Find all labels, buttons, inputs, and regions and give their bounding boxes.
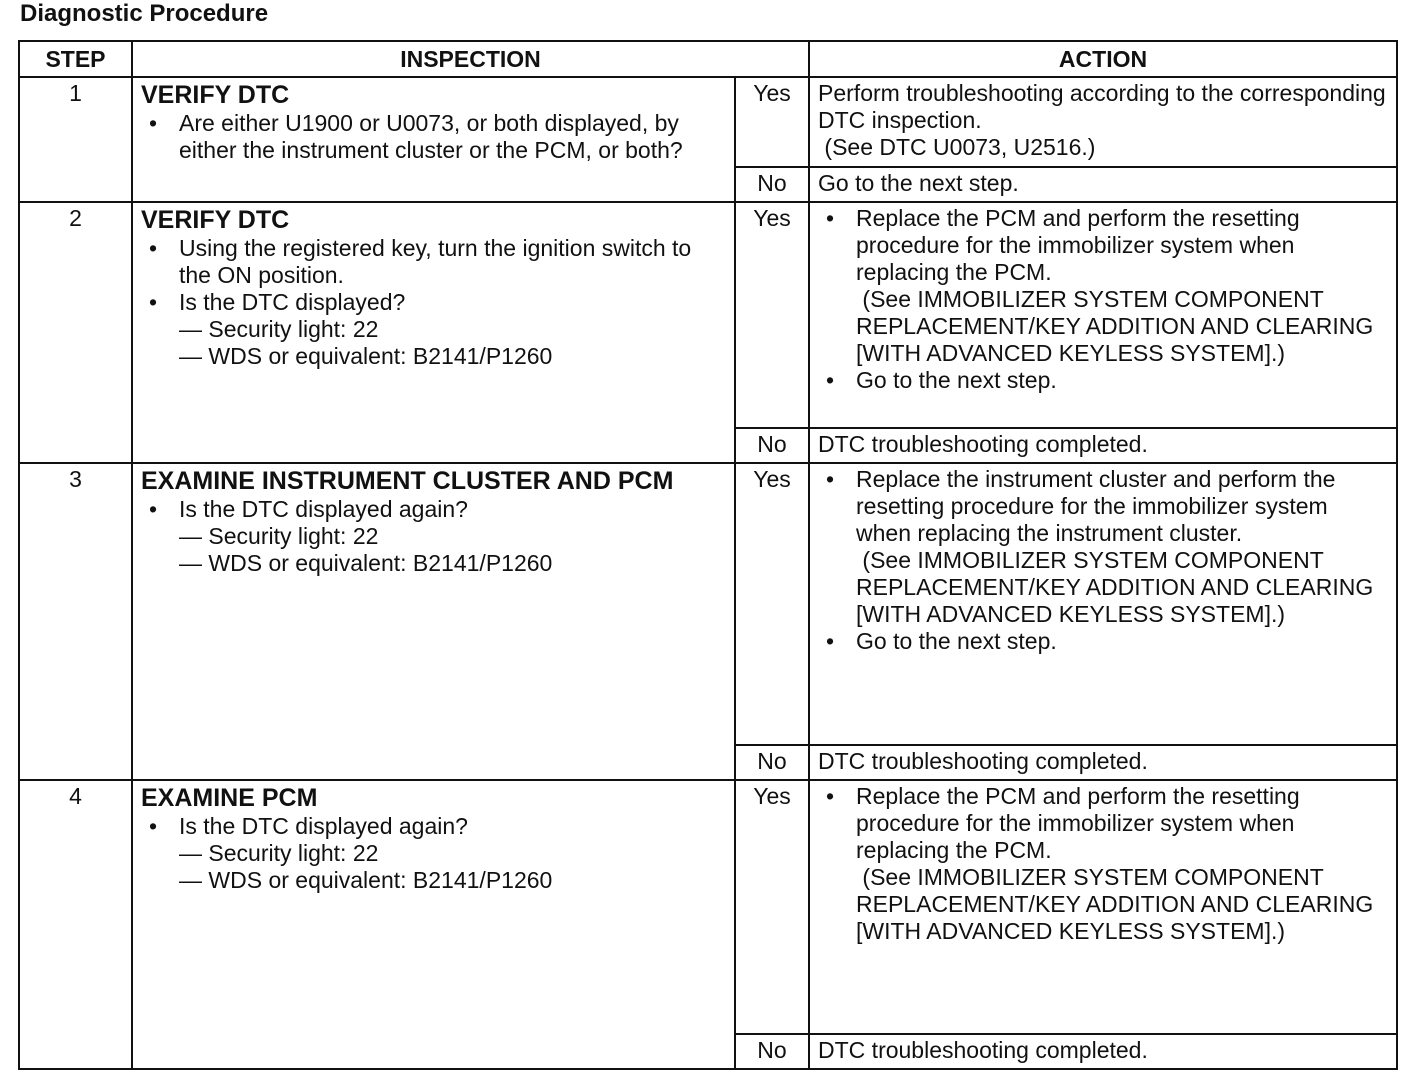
step-1-yes-action [809,77,1397,167]
step-header: STEP [19,41,132,77]
action-text: • Replace the instrument cluster and perform the resetting procedure for the immobilizer system when replacing the instrument cluster. [856,466,1336,546]
step-4-yes-row [19,780,1397,1034]
step-4-yes-action [809,780,1397,1034]
no-action: DTC troubleshooting completed. [809,745,1397,780]
step-2-yes-action [809,202,1397,428]
page-title: Diagnostic Procedure [20,0,269,27]
see-reference: (See IMMOBILIZER SYSTEM COMPONENT REPLACEMENT/KEY ADDITION AND CLEARING [WITH ADVANCED KEYLESS SYSTEM].) [856,547,1380,627]
diagnostic-procedure-table [18,40,1398,1070]
see-reference: (See IMMOBILIZER SYSTEM COMPONENT REPLACEMENT/KEY ADDITION AND CLEARING [WITH ADVANCED KEYLESS SYSTEM].) [856,286,1380,366]
step-3-yes-action [809,463,1397,745]
no-label: No [735,1034,809,1069]
inspection-bullet [179,289,726,370]
action-bullet [856,783,1388,945]
step-1-yes-row [19,77,1397,167]
step-2-yes-row [19,202,1397,428]
step-number: 3 [19,463,132,780]
action-bullet [856,466,1388,628]
inspection-bullet: • Using the registered key, turn the ignition switch to the ON position. [179,235,726,289]
see-reference: (See IMMOBILIZER SYSTEM COMPONENT REPLACEMENT/KEY ADDITION AND CLEARING [WITH ADVANCED KEYLESS SYSTEM].) [856,864,1380,944]
no-label: No [735,167,809,202]
step-heading: VERIFY DTC [141,81,290,109]
yes-label: Yes [735,780,809,1034]
sub-item: — WDS or equivalent: B2141/P1260 [179,867,553,893]
sub-item: — WDS or equivalent: B2141/P1260 [179,550,553,576]
yes-label: Yes [735,202,809,428]
step-2-inspection [132,202,735,463]
action-text: Perform troubleshooting according to the corresponding DTC inspection. [818,80,1386,133]
step-3-inspection [132,463,735,780]
inspection-bullet [179,496,726,577]
step-heading: EXAMINE PCM [141,784,318,812]
no-label: No [735,428,809,463]
step-number: 1 [19,77,132,202]
sub-item: — Security light: 22 [179,316,379,342]
bullet-text: • Is the DTC displayed again? [179,496,468,522]
see-reference: (See DTC U0073, U2516.) [818,134,1096,160]
step-number: 2 [19,202,132,463]
bullet-text: • Is the DTC displayed? [179,289,406,315]
step-heading: EXAMINE INSTRUMENT CLUSTER AND PCM [141,467,674,495]
inspection-header: INSPECTION [132,41,809,77]
action-text: • Replace the PCM and perform the resetting procedure for the immobilizer system when replacing the PCM. [856,205,1300,285]
sub-item: — Security light: 22 [179,523,379,549]
header-row [19,41,1397,77]
action-text: • Replace the PCM and perform the resetting procedure for the immobilizer system when replacing the PCM. [856,783,1300,863]
step-3-yes-row [19,463,1397,745]
yes-label: Yes [735,463,809,745]
no-action: Go to the next step. [809,167,1397,202]
action-bullet: • Go to the next step. [856,367,1388,394]
inspection-bullet: • Are either U1900 or U0073, or both displayed, by either the instrument cluster or the PCM, or both? [179,110,726,164]
step-number: 4 [19,780,132,1069]
step-heading: VERIFY DTC [141,206,290,234]
sub-item: — Security light: 22 [179,840,379,866]
step-4-inspection [132,780,735,1069]
sub-item: — WDS or equivalent: B2141/P1260 [179,343,553,369]
inspection-bullet [179,813,726,894]
no-label: No [735,745,809,780]
action-bullet: • Go to the next step. [856,628,1388,655]
yes-label: Yes [735,77,809,167]
action-bullet [856,205,1388,367]
no-action: DTC troubleshooting completed. [809,1034,1397,1069]
step-1-inspection [132,77,735,202]
no-action: DTC troubleshooting completed. [809,428,1397,463]
action-header: ACTION [809,41,1397,77]
bullet-text: • Is the DTC displayed again? [179,813,468,839]
